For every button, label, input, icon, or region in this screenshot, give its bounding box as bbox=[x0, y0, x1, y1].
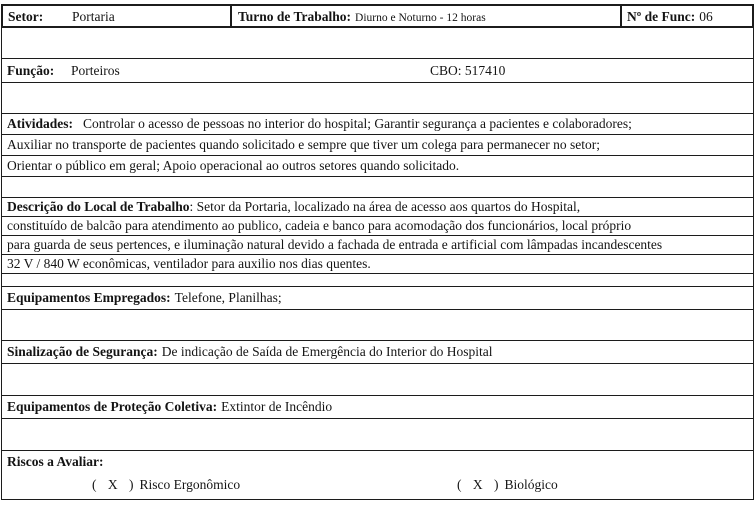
sinalizacao-label: Sinalização de Segurança: bbox=[7, 344, 158, 359]
funcao-row bbox=[1, 58, 754, 83]
funcao-label: Função: bbox=[7, 63, 55, 78]
blank-row bbox=[1, 274, 754, 286]
blank-row bbox=[1, 28, 754, 58]
turno-value: Diurno e Noturno - 12 horas bbox=[355, 12, 486, 24]
sinalizacao-row bbox=[1, 340, 754, 364]
atividades-line-1: Controlar o acesso de pessoas no interior do hospital; Garantir segurança a pacientes e colaboradores; bbox=[83, 116, 632, 131]
descricao-row-1 bbox=[1, 197, 754, 217]
atividades-row-2 bbox=[1, 134, 754, 156]
blank-row bbox=[1, 177, 754, 197]
protecao-coletiva-value: Extintor de Incêndio bbox=[221, 399, 333, 414]
descricao-line-3: para guarda de seus pertences, e iluminação natural devido a fachada de entrada e artificial com lâmpadas incandescentes bbox=[7, 237, 663, 252]
turno-cell bbox=[232, 6, 622, 26]
descricao-line-2: constituído de balcão para atendimento ao publico, cadeia e banco para acomodação dos funcionários, local próprio bbox=[7, 218, 632, 233]
atividades-row-1 bbox=[1, 113, 754, 135]
num-func-cell bbox=[622, 6, 752, 26]
checkbox-mark-biologico: ( X ) bbox=[457, 477, 503, 492]
funcao-value: Porteiros bbox=[71, 63, 120, 78]
riscos-row bbox=[1, 450, 754, 500]
blank-row bbox=[1, 364, 754, 395]
turno-label: Turno de Trabalho: bbox=[238, 9, 352, 24]
equipamentos-row bbox=[1, 286, 754, 310]
descricao-line-4: 32 V / 840 W econômicas, ventilador para auxilio nos dias quentes. bbox=[7, 256, 371, 271]
descricao-line-1: : Setor da Portaria, localizado na área de acesso aos quartos do Hospital, bbox=[189, 199, 581, 214]
blank-row bbox=[1, 310, 754, 340]
risk-item-ergonomico bbox=[92, 477, 240, 492]
descricao-row-4 bbox=[1, 254, 754, 274]
atividades-line-3: Orientar o público em geral; Apoio operacional ao outros setores quando solicitado. bbox=[7, 158, 460, 173]
setor-value: Portaria bbox=[72, 9, 115, 24]
equipamentos-value: Telefone, Planilhas; bbox=[174, 290, 282, 305]
num-func-label: Nº de Func: bbox=[627, 9, 696, 24]
blank-row bbox=[1, 83, 754, 113]
sinalizacao-value: De indicação de Saída de Emergência do Interior do Hospital bbox=[161, 344, 493, 359]
descricao-row-3 bbox=[1, 235, 754, 255]
setor-label: Setor: bbox=[8, 9, 44, 24]
risk-label-biologico: Biológico bbox=[504, 477, 558, 492]
descricao-row-2 bbox=[1, 216, 754, 236]
protecao-coletiva-row bbox=[1, 395, 754, 419]
atividades-label: Atividades: bbox=[7, 116, 74, 131]
equipamentos-label: Equipamentos Empregados: bbox=[7, 290, 171, 305]
cbo-value: CBO: 517410 bbox=[430, 63, 506, 78]
risk-label-ergonomico: Risco Ergonômico bbox=[139, 477, 241, 492]
risk-item-biologico bbox=[457, 473, 558, 497]
checkbox-mark-ergonomico: ( X ) bbox=[92, 477, 138, 492]
header-row bbox=[1, 4, 754, 28]
atividades-row-3 bbox=[1, 155, 754, 177]
protecao-coletiva-label: Equipamentos de Proteção Coletiva: bbox=[7, 399, 218, 414]
descricao-label: Descrição do Local de Trabalho bbox=[7, 199, 190, 214]
riscos-label: Riscos a Avaliar: bbox=[7, 454, 104, 469]
num-func-value: 06 bbox=[699, 9, 713, 24]
atividades-line-2: Auxiliar no transporte de pacientes quando solicitado e sempre que tiver um colega para permanecer no setor; bbox=[7, 137, 601, 152]
blank-row bbox=[1, 419, 754, 450]
setor-cell bbox=[3, 6, 232, 26]
